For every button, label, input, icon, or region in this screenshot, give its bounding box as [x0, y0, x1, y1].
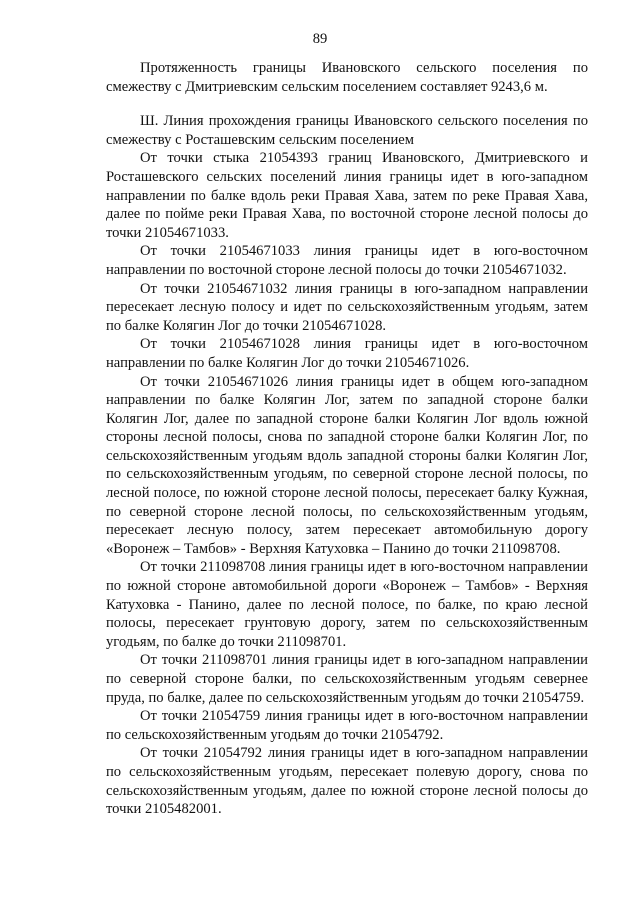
boundary-paragraph-5: От точки 21054671026 линия границы идет в общем юго-западном направлении по балке Колягин Лог, затем по западной стороне балки Колягин Лог, далее по западной стороне балки Колягин Лог вдоль южной стороны лесной полосы, снова по западной стороне балки Колягин Лог, по сельскохозяйственным угодьям вдоль западной стороны балки Колягин Лог, по сельскохозяйственным угодьям, по северной стороне лесной полосы, по лесной полосе, по южной стороне лесной полосы, пересекает балку Кужная, по северной стороне лесной полосы, по сельскохозяйственным угодьям, пересекает лесную полосу, затем пересекает автомобильную дорогу «Воронеж – Тамбов» - Верхняя Катуховка – Панино до точки 211098708. — [106, 373, 588, 557]
intro-paragraph: Протяженность границы Ивановского сельского поселения по смежеству с Дмитриевским сельским поселением составляет 9243,6 м. — [106, 60, 588, 95]
boundary-paragraph-8: От точки 21054759 линия границы идет в юго-восточном направлении по сельскохозяйственным угодьям до точки 21054792. — [106, 708, 588, 743]
section-heading: Ш. Линия прохождения границы Ивановского сельского поселения по смежеству с Росташевским сельским поселением — [106, 113, 588, 148]
boundary-paragraph-1: От точки стыка 21054393 границ Ивановского, Дмитриевского и Росташевского сельских поселений линия границы идет в юго-западном направлении по балке вдоль реки Правая Хава, затем по реке Правая Хава, далее по пойме реки Правая Хава, по восточной стороне лесной полосы до точки 21054671033. — [106, 150, 588, 241]
document-body — [106, 59, 588, 819]
boundary-paragraph-2: От точки 21054671033 линия границы идет в юго-восточном направлении по восточной стороне лесной полосы до точки 21054671032. — [106, 243, 588, 278]
boundary-paragraph-3: От точки 21054671032 линия границы в юго-западном направлении пересекает лесную полосу и идет по сельскохозяйственным угодьям, затем по балке Колягин Лог до точки 21054671028. — [106, 280, 588, 334]
section-spacer — [106, 96, 588, 112]
boundary-paragraph-9: От точки 21054792 линия границы идет в юго-западном направлении по сельскохозяйственным угодьям, пересекает полевую дорогу, снова по сельскохозяйственным угодьям, далее по южной стороне лесной полосы до точки 2105482001. — [106, 745, 588, 818]
boundary-paragraph-7: От точки 211098701 линия границы идет в юго-западном направлении по северной стороне балки, по сельскохозяйственным угодьям севернее пруда, по балке, далее по сельскохозяйственным угодьям до точки 21054759. — [106, 652, 588, 706]
page-number: 89 — [312, 31, 328, 47]
boundary-paragraph-4: От точки 21054671028 линия границы идет в юго-восточном направлении по балке Колягин Лог до точки 21054671026. — [106, 336, 588, 371]
boundary-paragraph-6: От точки 211098708 линия границы идет в юго-восточном направлении по южной стороне автомобильной дороги «Воронеж – Тамбов» - Верхняя Катуховка - Панино, далее по лесной полосе, по балке, по краю лесной полосы, пересекает грунтовую дорогу, затем по сельскохозяйственным угодьям, по балке до точки 211098701. — [106, 559, 588, 650]
